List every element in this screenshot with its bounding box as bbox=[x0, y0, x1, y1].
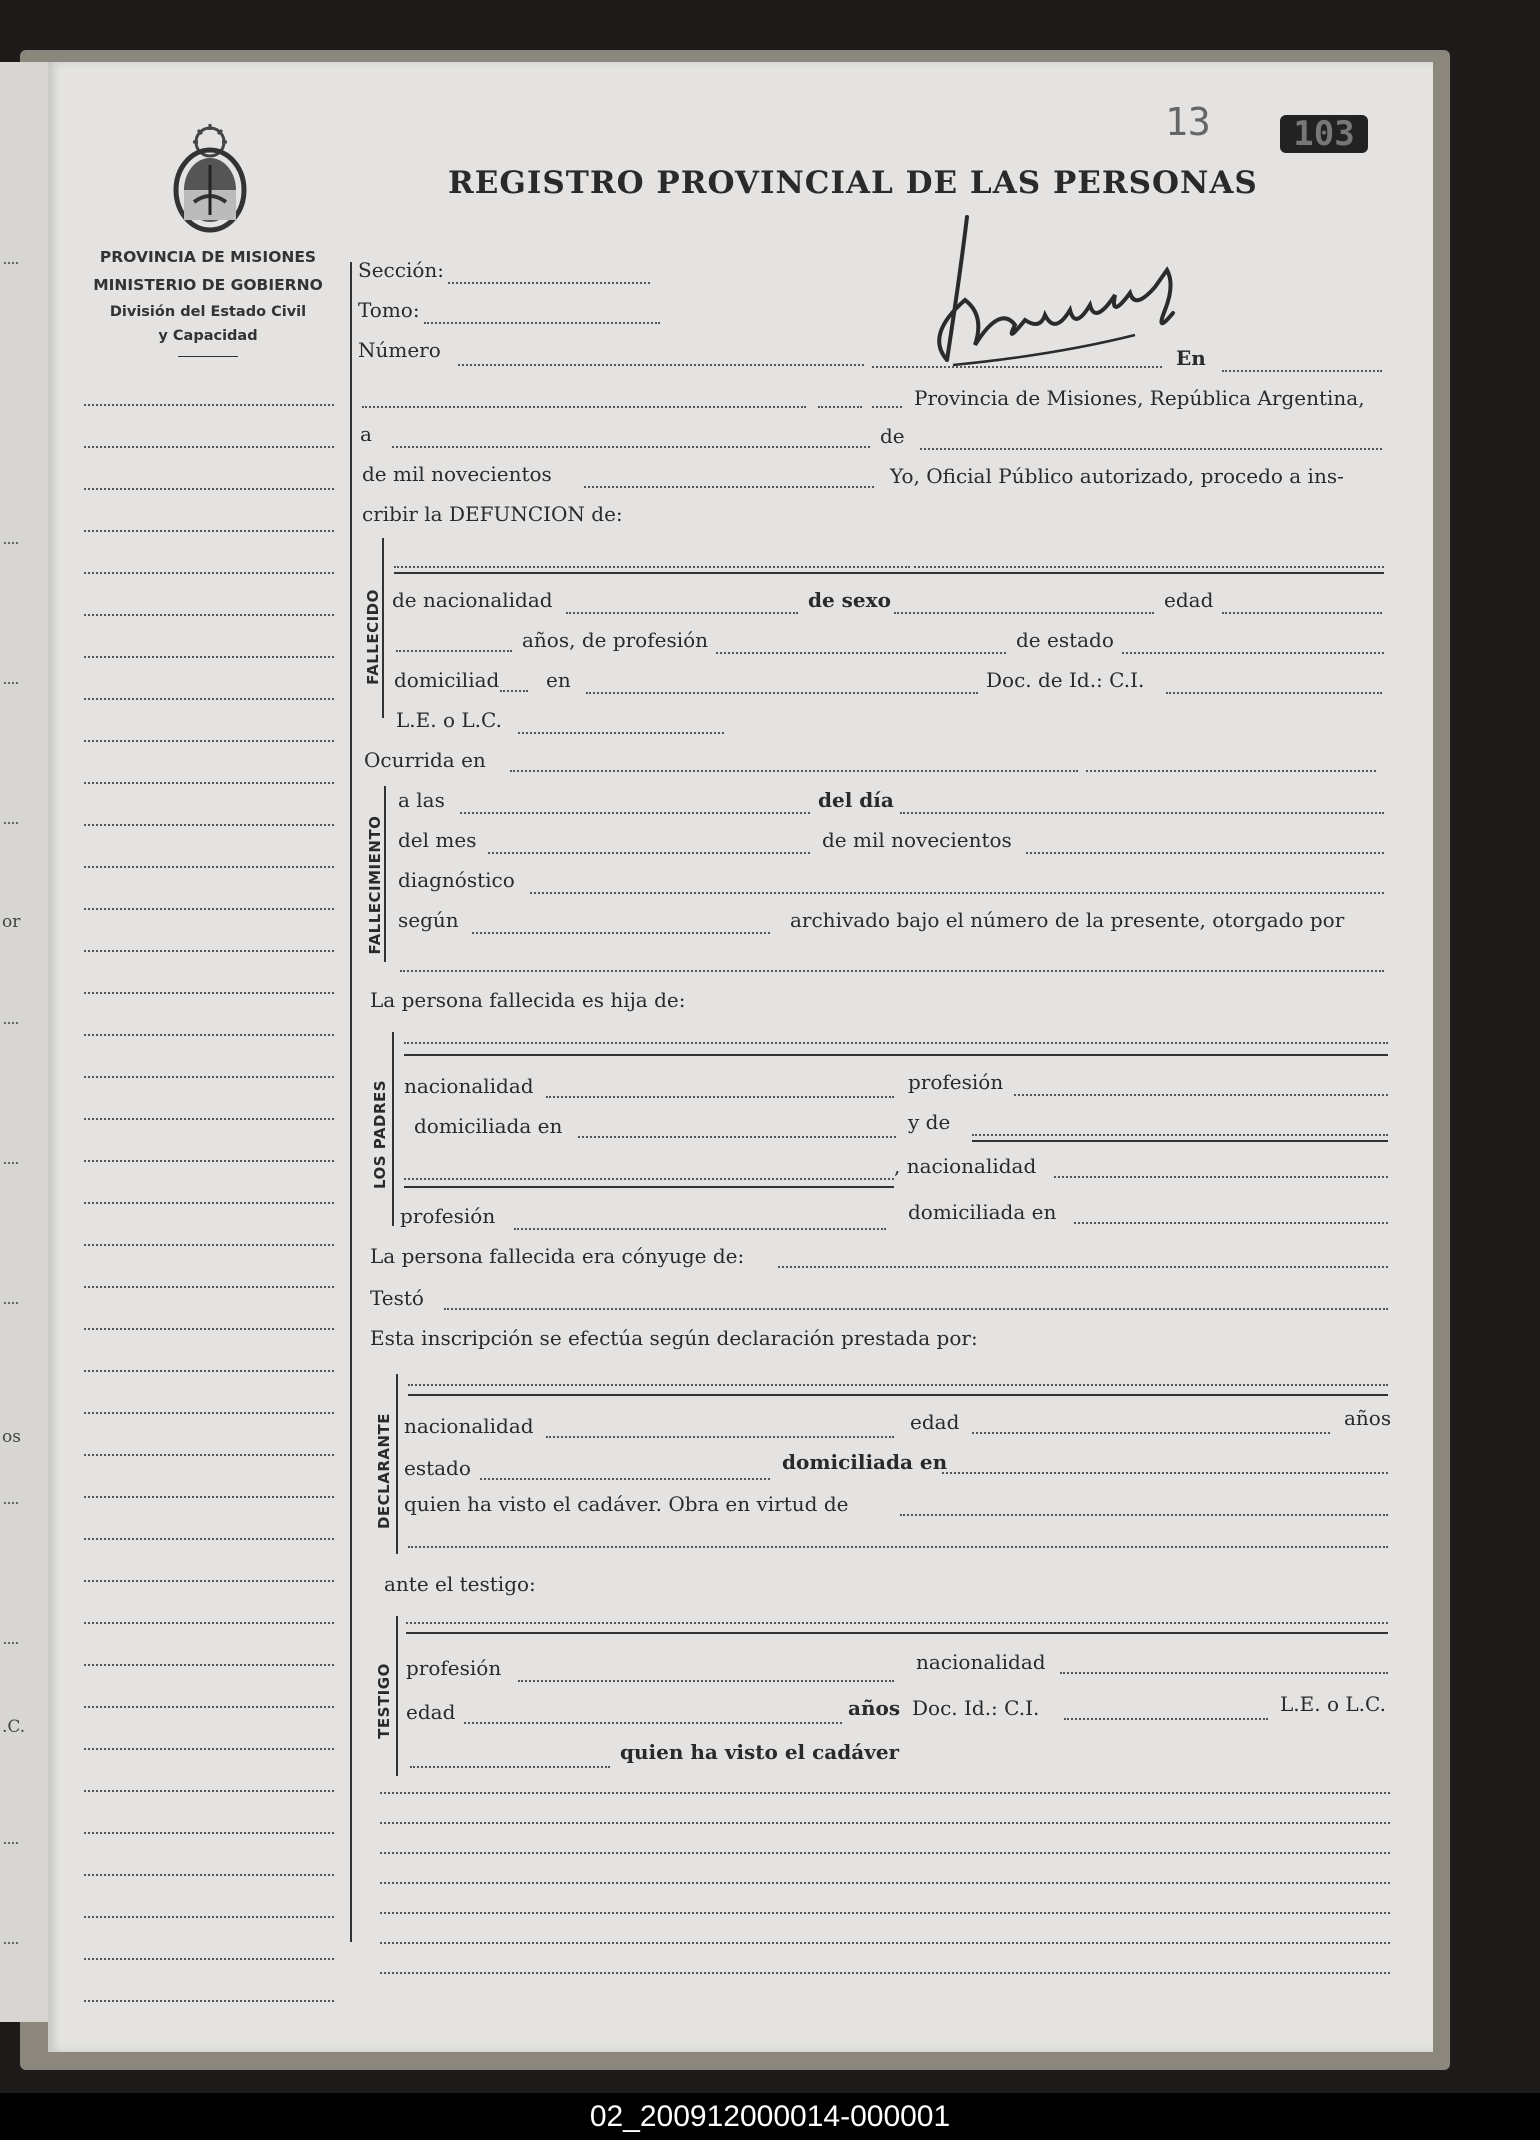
hora-field[interactable] bbox=[460, 812, 810, 814]
label-a: a bbox=[360, 422, 372, 446]
left-page-fragment: or bbox=[2, 912, 21, 932]
label-seccion: Sección: bbox=[358, 258, 444, 282]
label-madre-domiciliada: domiciliada en bbox=[908, 1200, 1057, 1224]
sexo-field[interactable] bbox=[894, 612, 1154, 614]
label-estado: de estado bbox=[1016, 628, 1114, 652]
madre-nacionalidad-field[interactable] bbox=[1054, 1176, 1388, 1178]
testigo-name-field[interactable] bbox=[406, 1622, 1388, 1624]
declarante-nacionalidad-field[interactable] bbox=[546, 1436, 894, 1438]
label-tomo: Tomo: bbox=[358, 298, 420, 322]
segun-field[interactable] bbox=[472, 932, 770, 934]
numero-field[interactable] bbox=[458, 364, 864, 366]
label-diagnostico: diagnóstico bbox=[398, 868, 515, 892]
label-madre-nacionalidad: , nacionalidad bbox=[894, 1154, 1037, 1178]
padre-nacionalidad-field[interactable] bbox=[546, 1096, 894, 1098]
anos-field[interactable] bbox=[396, 650, 512, 652]
ocurrida-field[interactable] bbox=[510, 770, 1078, 772]
tomo-field[interactable] bbox=[424, 322, 660, 324]
madre-name-field[interactable] bbox=[972, 1134, 1388, 1136]
declarante-estado-field[interactable] bbox=[480, 1478, 770, 1480]
org-line-division: División del Estado Civil bbox=[109, 304, 307, 320]
padre-domicilio-field[interactable] bbox=[578, 1136, 896, 1138]
label-testigo-profesion: profesión bbox=[406, 1656, 502, 1680]
mes-field[interactable] bbox=[488, 852, 810, 854]
label-numero: Número bbox=[358, 338, 441, 362]
obra-field[interactable] bbox=[900, 1514, 1388, 1516]
label-domiciliad: domiciliad bbox=[394, 668, 500, 692]
org-line-province: PROVINCIA DE MISIONES bbox=[99, 248, 317, 266]
section-label-testigo: TESTIGO bbox=[375, 1663, 393, 1739]
testo-field[interactable] bbox=[444, 1308, 1388, 1310]
label-testigo-edad: edad bbox=[406, 1700, 456, 1724]
label-declarante-edad: edad bbox=[910, 1410, 960, 1434]
label-declarante-nacionalidad: nacionalidad bbox=[404, 1414, 534, 1438]
left-page-fragment: os bbox=[2, 1427, 21, 1447]
edad-field[interactable] bbox=[1222, 612, 1382, 614]
label-testigo-le: L.E. o L.C. bbox=[1280, 1692, 1386, 1716]
label-cribir: cribir la DEFUNCION de: bbox=[362, 502, 623, 526]
domicilio-field[interactable] bbox=[586, 692, 978, 694]
conyuge-field[interactable] bbox=[778, 1266, 1388, 1268]
label-declarante-estado: estado bbox=[404, 1456, 471, 1480]
testigo-quien-field[interactable] bbox=[410, 1766, 610, 1768]
label-testigo-anos: años bbox=[848, 1696, 901, 1720]
label-provincia: Provincia de Misiones, República Argentina, bbox=[914, 386, 1365, 410]
year-death-field[interactable] bbox=[1026, 852, 1384, 854]
profesion-field[interactable] bbox=[716, 652, 1006, 654]
label-padre-profesion: profesión bbox=[908, 1070, 1004, 1094]
label-testigo-nacionalidad: nacionalidad bbox=[916, 1650, 1046, 1674]
label-del-mes: del mes bbox=[398, 828, 477, 852]
nacionalidad-field[interactable] bbox=[566, 612, 798, 614]
label-de-mil: de mil novecientos bbox=[362, 462, 552, 486]
estado-field[interactable] bbox=[1122, 652, 1384, 654]
label-segun: según bbox=[398, 908, 459, 932]
de-field[interactable] bbox=[920, 448, 1382, 450]
register-number: 13 bbox=[1165, 100, 1211, 144]
testigo-profesion-field[interactable] bbox=[518, 1680, 894, 1682]
section-label-fallecido: FALLECIDO bbox=[364, 589, 382, 685]
section-label-declarante: DECLARANTE bbox=[375, 1412, 393, 1530]
label-edad: edad bbox=[1164, 588, 1214, 612]
en-field[interactable] bbox=[1222, 370, 1382, 372]
otorgado-field[interactable] bbox=[400, 970, 1384, 972]
label-le-lc: L.E. o L.C. bbox=[396, 708, 502, 732]
coat-of-arms-icon bbox=[160, 120, 260, 235]
label-nacionalidad: de nacionalidad bbox=[392, 588, 553, 612]
label-testigo-quien: quien ha visto el cadáver bbox=[620, 1740, 900, 1764]
label-sexo: de sexo bbox=[808, 588, 891, 612]
madre-profesion-field[interactable] bbox=[514, 1228, 886, 1230]
label-archivado: archivado bajo el número de la presente, otorgado por bbox=[790, 908, 1345, 932]
label-anos-profesion: años, de profesión bbox=[522, 628, 709, 652]
label-hija-de: La persona fallecida es hija de: bbox=[370, 988, 686, 1012]
label-conyuge: La persona fallecida era cónyuge de: bbox=[370, 1244, 745, 1268]
label-de-mil-2: de mil novecientos bbox=[822, 828, 1012, 852]
declarante-edad-field[interactable] bbox=[972, 1432, 1330, 1434]
madre-domicilio-field[interactable] bbox=[1074, 1222, 1388, 1224]
padre-name-field[interactable] bbox=[404, 1042, 1388, 1044]
label-doc: Doc. de Id.: C.I. bbox=[986, 668, 1145, 692]
label-a-las: a las bbox=[398, 788, 445, 812]
deceased-name-field[interactable] bbox=[394, 566, 910, 568]
label-inscripcion: Esta inscripción se efectúa según declaración prestada por: bbox=[370, 1326, 978, 1350]
label-ocurrida: Ocurrida en bbox=[364, 748, 486, 772]
label-yo: Yo, Oficial Público autorizado, procedo a ins- bbox=[890, 464, 1344, 488]
label-testigo-doc: Doc. Id.: C.I. bbox=[912, 1696, 1040, 1720]
testigo-nacionalidad-field[interactable] bbox=[1060, 1672, 1388, 1674]
label-declarante-quien: quien ha visto el cadáver. Obra en virtud de bbox=[404, 1492, 849, 1516]
label-declarante-domiciliada: domiciliada en bbox=[782, 1450, 948, 1474]
section-label-fallecimiento: FALLECIMIENTO bbox=[366, 815, 384, 955]
label-declarante-anos: años bbox=[1344, 1406, 1392, 1430]
label-padre-nacionalidad: nacionalidad bbox=[404, 1074, 534, 1098]
left-page-fragment: .C. bbox=[2, 1717, 26, 1737]
a-field[interactable] bbox=[392, 446, 870, 448]
diagnostico-field[interactable] bbox=[530, 892, 1384, 894]
label-testo: Testó bbox=[370, 1286, 424, 1310]
ci-field[interactable] bbox=[1166, 692, 1382, 694]
org-line-capacity: y Capacidad bbox=[158, 328, 258, 344]
declarante-name-field[interactable] bbox=[408, 1384, 1388, 1386]
testigo-edad-field[interactable] bbox=[464, 1722, 842, 1724]
label-madre-profesion: profesión bbox=[400, 1204, 496, 1228]
label-del-dia: del día bbox=[818, 788, 894, 812]
label-en: En bbox=[1176, 346, 1206, 370]
label-en-2: en bbox=[546, 668, 571, 692]
padre-profesion-field[interactable] bbox=[1014, 1094, 1388, 1096]
image-caption: 02_200912000014-000001 bbox=[0, 2093, 1540, 2140]
year-field[interactable] bbox=[584, 486, 874, 488]
dia-field[interactable] bbox=[900, 812, 1384, 814]
stamped-number: 103 bbox=[1280, 115, 1368, 153]
label-ante-testigo: ante el testigo: bbox=[384, 1572, 536, 1596]
le-lc-field[interactable] bbox=[518, 732, 724, 734]
label-de: de bbox=[880, 424, 905, 448]
testigo-ci-field[interactable] bbox=[1064, 1718, 1268, 1720]
signature-cancelada bbox=[905, 215, 1215, 375]
label-y-de: y de bbox=[908, 1110, 951, 1134]
section-label-padres: LOS PADRES bbox=[371, 1079, 389, 1189]
declarante-domicilio-field[interactable] bbox=[942, 1472, 1388, 1474]
org-line-ministry: MINISTERIO DE GOBIERNO bbox=[93, 276, 323, 294]
label-padre-domiciliada: domiciliada en bbox=[414, 1114, 563, 1138]
seccion-field[interactable] bbox=[448, 282, 650, 284]
page-title: REGISTRO PROVINCIAL DE LAS PERSONAS bbox=[448, 165, 1258, 201]
